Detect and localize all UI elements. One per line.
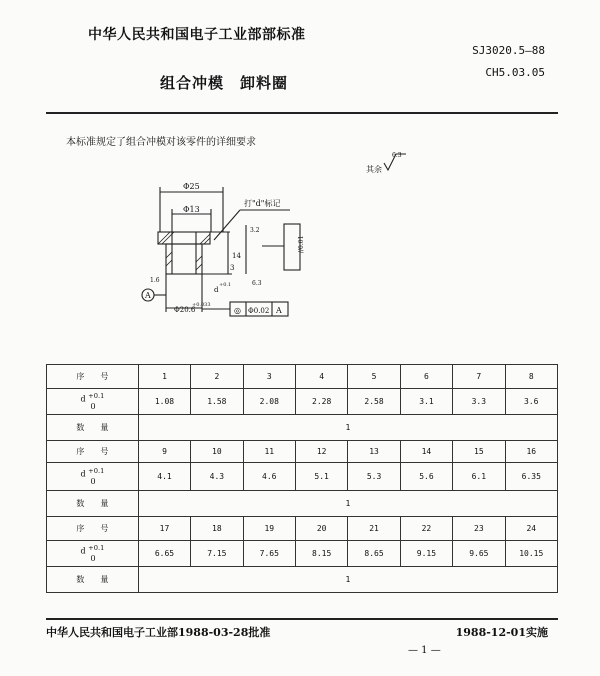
seq-cell: 1: [138, 365, 190, 389]
d-cell: 10.15: [505, 541, 557, 567]
dim-hole-tolerance: +0.033: [192, 302, 211, 308]
seq-cell: 13: [348, 441, 400, 463]
d-label-main: d: [80, 546, 86, 556]
seq-cell: 19: [243, 517, 295, 541]
d-cell: 2.58: [348, 389, 400, 415]
d-cell: 7.15: [191, 541, 243, 567]
d-label: [47, 541, 139, 567]
dim-outer-diameter: Φ25: [183, 182, 200, 191]
seq-label: 序 号: [47, 441, 139, 463]
d-cell: 6.1: [453, 463, 505, 491]
seq-cell: 6: [400, 365, 452, 389]
dim-step: 3: [230, 264, 235, 272]
seq-cell: 8: [505, 365, 557, 389]
d-cell: 7.65: [243, 541, 295, 567]
roughness-right: 6.3: [252, 280, 262, 287]
page-number: — 1 —: [408, 645, 441, 656]
table-row: [47, 491, 558, 517]
d-cell: 4.3: [191, 463, 243, 491]
table-row: [47, 463, 558, 491]
dim-top: 3.2: [250, 227, 260, 234]
effective-date: 1988-12-01实施: [455, 626, 548, 639]
qty-label: 数 量: [47, 415, 139, 441]
d-cell: 4.1: [138, 463, 190, 491]
dim-d-tolerance: +0.1: [219, 282, 232, 288]
d-label: [47, 389, 139, 415]
table-row: [47, 415, 558, 441]
tolerance-value: Φ0.02: [248, 307, 270, 315]
dim-inner-diameter: Φ13: [183, 205, 200, 214]
d-label-main: d: [80, 469, 86, 479]
d-cell: 5.1: [295, 463, 347, 491]
issuing-organization: 中华人民共和国电子工业部部标准: [88, 27, 306, 43]
part-code: CH5.03.05: [485, 66, 545, 79]
roughness-small: 1.6: [150, 277, 160, 284]
seq-cell: 4: [295, 365, 347, 389]
seq-cell: 10: [191, 441, 243, 463]
seq-cell: 14: [400, 441, 452, 463]
dim-hole-diameter: Φ20.6: [174, 306, 196, 314]
standard-code: SJ3020.5—88: [472, 44, 545, 57]
seq-cell: 9: [138, 441, 190, 463]
tolerance-symbol: ◎: [234, 306, 241, 315]
d-label-sub: 0: [90, 402, 96, 412]
seq-cell: 17: [138, 517, 190, 541]
table-row: [47, 567, 558, 593]
seq-label: 序 号: [47, 365, 139, 389]
d-cell: 9.15: [400, 541, 452, 567]
seq-cell: 15: [453, 441, 505, 463]
dim-height: 14: [232, 252, 241, 260]
qty-value: 1: [138, 491, 557, 517]
datum-label: A: [145, 291, 151, 300]
d-label-main: d: [80, 394, 86, 404]
seq-cell: 24: [505, 517, 557, 541]
d-cell: 8.65: [348, 541, 400, 567]
table-row: [47, 441, 558, 463]
d-cell: 5.6: [400, 463, 452, 491]
seq-cell: 23: [453, 517, 505, 541]
roughness-note: 其余: [366, 165, 382, 174]
roughness-value: 6.3: [392, 152, 402, 159]
d-cell: 3.3: [453, 389, 505, 415]
seq-cell: 5: [348, 365, 400, 389]
seq-cell: 2: [191, 365, 243, 389]
seq-cell: 18: [191, 517, 243, 541]
d-label-sub: 0: [90, 554, 96, 564]
table-row: [47, 365, 558, 389]
seq-cell: 22: [400, 517, 452, 541]
perpendicularity-value: //0.01: [298, 235, 305, 253]
d-cell: 1.58: [191, 389, 243, 415]
d-cell: 3.6: [505, 389, 557, 415]
d-cell: 4.6: [243, 463, 295, 491]
seq-cell: 21: [348, 517, 400, 541]
tolerance-datum: A: [276, 306, 282, 315]
d-label-sup: +0.1: [88, 543, 105, 552]
d-cell: 9.65: [453, 541, 505, 567]
table-row: [47, 389, 558, 415]
dim-d: d: [214, 286, 219, 294]
table-row: [47, 541, 558, 567]
d-label: [47, 463, 139, 491]
d-label-sup: +0.1: [88, 391, 105, 400]
intro-text: 本标准规定了组合冲模对该零件的详细要求: [66, 137, 256, 148]
d-cell: 3.1: [400, 389, 452, 415]
dimension-table: [46, 364, 558, 593]
seq-cell: 11: [243, 441, 295, 463]
d-cell: 6.35: [505, 463, 557, 491]
d-cell: 8.15: [295, 541, 347, 567]
seq-cell: 3: [243, 365, 295, 389]
marking-note: 打"d"标记: [244, 199, 281, 208]
seq-cell: 12: [295, 441, 347, 463]
seq-cell: 20: [295, 517, 347, 541]
d-cell: 1.08: [138, 389, 190, 415]
d-cell: 5.3: [348, 463, 400, 491]
table-row: [47, 517, 558, 541]
qty-value: 1: [138, 567, 557, 593]
title-part-1: 组合冲模: [160, 74, 225, 92]
approval-note: 中华人民共和国电子工业部1988-03-28批准: [46, 626, 271, 639]
d-cell: 2.08: [243, 389, 295, 415]
qty-label: 数 量: [47, 491, 139, 517]
seq-cell: 16: [505, 441, 557, 463]
qty-value: 1: [138, 415, 557, 441]
qty-label: 数 量: [47, 567, 139, 593]
d-label-sup: +0.1: [88, 466, 105, 475]
d-cell: 6.65: [138, 541, 190, 567]
title-part-2: 卸料圈: [240, 74, 289, 92]
d-cell: 2.28: [295, 389, 347, 415]
d-label-sub: 0: [90, 477, 96, 487]
seq-label: 序 号: [47, 517, 139, 541]
footer-rule: [46, 618, 558, 620]
seq-cell: 7: [453, 365, 505, 389]
